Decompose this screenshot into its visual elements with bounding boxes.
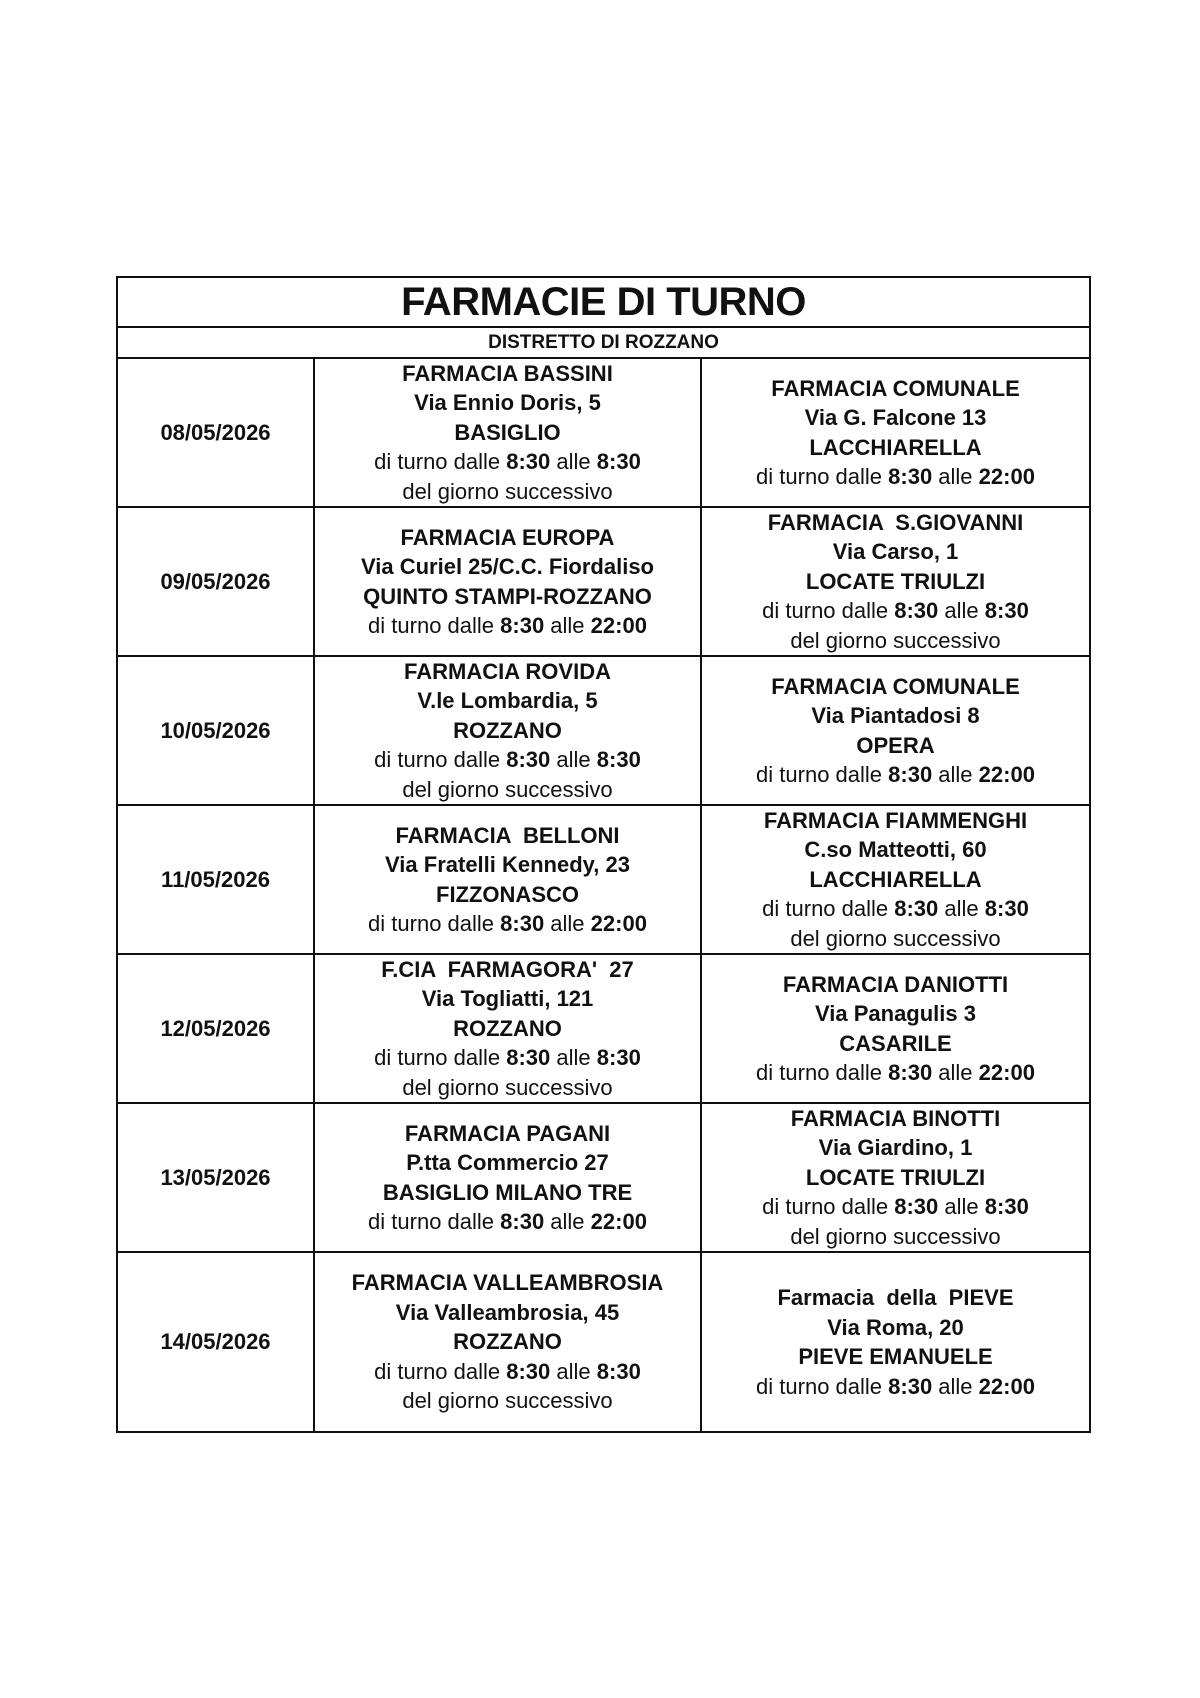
pharmacy-cell xyxy=(315,657,702,804)
shift-to: 22:00 xyxy=(978,464,1035,489)
pharmacy-name: FARMACIA DANIOTTI xyxy=(782,971,1009,997)
pharmacy-cell xyxy=(315,508,702,655)
pharmacy-city: BASIGLIO MILANO TRE xyxy=(382,1179,633,1205)
pharmacy-address: Via Carso, 1 xyxy=(832,539,959,565)
pharmacy-name: FARMACIA PAGANI xyxy=(404,1120,611,1146)
pharmacy-cell xyxy=(315,806,702,953)
table-row xyxy=(118,359,1089,508)
shift-from: 8:30 xyxy=(506,1045,551,1071)
shift-to: 8:30 xyxy=(596,1358,641,1384)
shift-prefix: di turno dalle xyxy=(374,1045,507,1071)
pharmacy-address: Via Togliatti, 121 xyxy=(421,986,594,1012)
district-heading: DISTRETTO DI ROZZANO xyxy=(118,328,1089,359)
shift-hours xyxy=(368,611,647,641)
table-row xyxy=(118,508,1089,657)
pharmacy-city: QUINTO STAMPI-ROZZANO xyxy=(363,583,652,609)
pharmacy-cell xyxy=(702,508,1089,655)
pharmacy-address: V.le Lombardia, 5 xyxy=(417,688,598,714)
shift-prefix: di turno dalle xyxy=(762,598,895,624)
shift-hours xyxy=(374,447,641,477)
pharmacy-name: FARMACIA COMUNALE xyxy=(771,673,1020,699)
shift-from: 8:30 xyxy=(888,1373,933,1399)
pharmacy-city: LACCHIARELLA xyxy=(809,866,982,892)
date-cell: 08/05/2026 xyxy=(118,359,315,506)
pharmacy-name: FARMACIA BELLONI xyxy=(395,822,620,848)
shift-to: 22:00 xyxy=(978,762,1035,787)
pharmacy-address: Via Fratelli Kennedy, 23 xyxy=(385,852,630,877)
shift-hours xyxy=(762,1192,1029,1222)
shift-to: 22:00 xyxy=(978,1373,1035,1399)
next-day-note: del giorno successivo xyxy=(402,478,613,504)
shift-until: alle xyxy=(550,747,597,773)
pharmacy-name: FARMACIA ROVIDA xyxy=(404,658,611,684)
date-cell: 12/05/2026 xyxy=(118,955,315,1102)
pharmacy-city: ROZZANO xyxy=(453,1329,562,1355)
pharmacy-name: FARMACIA COMUNALE xyxy=(771,375,1020,401)
pharmacy-name: FARMACIA BASSINI xyxy=(402,360,613,386)
next-day-note: del giorno successivo xyxy=(790,627,1001,653)
shift-to: 22:00 xyxy=(590,613,647,638)
shift-until: alle xyxy=(544,911,591,936)
pharmacy-cell xyxy=(702,806,1089,953)
pharmacy-cell xyxy=(315,359,702,506)
shift-prefix: di turno dalle xyxy=(368,613,501,638)
shift-to: 8:30 xyxy=(984,1194,1029,1220)
shift-hours xyxy=(756,760,1035,790)
shift-from: 8:30 xyxy=(500,613,545,638)
pharmacy-address: Via G. Falcone 13 xyxy=(804,405,987,430)
shift-until: alle xyxy=(932,464,979,489)
pharmacy-city: LACCHIARELLA xyxy=(809,434,982,460)
shift-prefix: di turno dalle xyxy=(374,1358,507,1384)
shift-hours xyxy=(762,596,1029,626)
shift-to: 8:30 xyxy=(984,598,1029,624)
shift-hours xyxy=(756,462,1035,492)
shift-from: 8:30 xyxy=(888,1060,933,1085)
pharmacy-address: Via Valleambrosia, 45 xyxy=(395,1299,620,1325)
date-cell: 11/05/2026 xyxy=(118,806,315,953)
shift-until: alle xyxy=(550,449,597,475)
pharmacy-name: FARMACIA S.GIOVANNI xyxy=(767,509,1024,535)
pharmacy-address: P.tta Commercio 27 xyxy=(406,1150,609,1175)
pharmacy-city: ROZZANO xyxy=(453,717,562,743)
pharmacy-city: FIZZONASCO xyxy=(436,881,579,907)
shift-prefix: di turno dalle xyxy=(762,1194,895,1220)
shift-until: alle xyxy=(550,1358,597,1384)
table-row xyxy=(118,806,1089,955)
date-cell: 09/05/2026 xyxy=(118,508,315,655)
pharmacy-city: CASARILE xyxy=(839,1030,952,1056)
date-cell: 13/05/2026 xyxy=(118,1104,315,1251)
pharmacy-cell xyxy=(702,1253,1089,1431)
pharmacy-address: Via Curiel 25/C.C. Fiordaliso xyxy=(360,554,654,579)
shift-to: 22:00 xyxy=(590,911,647,936)
next-day-note: del giorno successivo xyxy=(790,925,1001,951)
pharmacy-cell xyxy=(315,1104,702,1251)
pharmacy-address: Via Piantadosi 8 xyxy=(811,703,980,728)
shift-hours xyxy=(374,745,641,775)
shift-from: 8:30 xyxy=(888,464,933,489)
table-row xyxy=(118,955,1089,1104)
pharmacy-city: PIEVE EMANUELE xyxy=(798,1344,993,1369)
shift-prefix: di turno dalle xyxy=(368,911,501,936)
pharmacy-city: LOCATE TRIULZI xyxy=(805,568,986,594)
shift-prefix: di turno dalle xyxy=(374,449,507,475)
shift-hours xyxy=(374,1357,641,1387)
shift-to: 22:00 xyxy=(978,1060,1035,1085)
shift-prefix: di turno dalle xyxy=(756,1373,889,1399)
next-day-note: del giorno successivo xyxy=(402,1074,613,1100)
pharmacy-cell xyxy=(702,657,1089,804)
pharmacy-city: ROZZANO xyxy=(453,1015,562,1041)
shift-until: alle xyxy=(938,1194,985,1220)
shift-hours xyxy=(762,894,1029,924)
shift-from: 8:30 xyxy=(506,747,551,773)
duty-pharmacy-table xyxy=(116,276,1091,1433)
pharmacy-address: Via Giardino, 1 xyxy=(818,1135,973,1161)
pharmacy-name: FARMACIA EUROPA xyxy=(400,524,615,550)
date-cell: 10/05/2026 xyxy=(118,657,315,804)
shift-prefix: di turno dalle xyxy=(762,896,895,922)
date-cell: 14/05/2026 xyxy=(118,1253,315,1431)
pharmacy-name: FARMACIA FIAMMENGHI xyxy=(763,807,1028,833)
shift-hours xyxy=(756,1058,1035,1088)
shift-hours xyxy=(368,1207,647,1237)
shift-hours xyxy=(374,1043,641,1073)
shift-from: 8:30 xyxy=(888,762,933,787)
next-day-note: del giorno successivo xyxy=(402,776,613,802)
shift-to: 8:30 xyxy=(596,449,641,475)
pharmacy-cell xyxy=(702,1104,1089,1251)
shift-to: 8:30 xyxy=(984,896,1029,922)
pharmacy-cell xyxy=(702,359,1089,506)
shift-from: 8:30 xyxy=(894,598,939,624)
shift-from: 8:30 xyxy=(500,1209,545,1234)
shift-until: alle xyxy=(932,762,979,787)
shift-from: 8:30 xyxy=(894,896,939,922)
shift-from: 8:30 xyxy=(506,449,551,475)
shift-until: alle xyxy=(544,613,591,638)
shift-from: 8:30 xyxy=(506,1358,551,1384)
shift-hours xyxy=(756,1372,1035,1402)
pharmacy-name: FARMACIA BINOTTI xyxy=(790,1105,1001,1131)
shift-until: alle xyxy=(932,1060,979,1085)
pharmacy-name: Farmacia della PIEVE xyxy=(777,1285,1014,1310)
table-row xyxy=(118,1104,1089,1253)
shift-to: 22:00 xyxy=(590,1209,647,1234)
shift-hours xyxy=(368,909,647,939)
pharmacy-address: Via Ennio Doris, 5 xyxy=(414,390,601,416)
pharmacy-city: BASIGLIO xyxy=(454,419,561,445)
shift-prefix: di turno dalle xyxy=(368,1209,501,1234)
shift-until: alle xyxy=(938,896,985,922)
shift-prefix: di turno dalle xyxy=(756,762,889,787)
next-day-note: del giorno successivo xyxy=(790,1223,1001,1249)
shift-to: 8:30 xyxy=(596,747,641,773)
pharmacy-cell xyxy=(702,955,1089,1102)
pharmacy-name: F.CIA FARMAGORA' 27 xyxy=(381,956,634,982)
pharmacy-cell xyxy=(315,1253,702,1431)
pharmacy-name: FARMACIA VALLEAMBROSIA xyxy=(351,1270,664,1296)
shift-prefix: di turno dalle xyxy=(756,1060,889,1085)
shift-to: 8:30 xyxy=(596,1045,641,1071)
pharmacy-city: LOCATE TRIULZI xyxy=(805,1164,986,1190)
shift-until: alle xyxy=(938,598,985,624)
page-title: FARMACIE DI TURNO xyxy=(118,278,1089,328)
table-row xyxy=(118,1253,1089,1431)
shift-from: 8:30 xyxy=(500,911,545,936)
shift-from: 8:30 xyxy=(894,1194,939,1220)
pharmacy-cell xyxy=(315,955,702,1102)
pharmacy-city: OPERA xyxy=(856,732,935,758)
pharmacy-address: Via Panagulis 3 xyxy=(814,1001,976,1026)
next-day-note: del giorno successivo xyxy=(402,1388,613,1414)
shift-prefix: di turno dalle xyxy=(374,747,507,773)
pharmacy-address: Via Roma, 20 xyxy=(827,1314,964,1340)
shift-until: alle xyxy=(932,1373,979,1399)
shift-prefix: di turno dalle xyxy=(756,464,889,489)
shift-until: alle xyxy=(550,1045,597,1071)
table-row xyxy=(118,657,1089,806)
shift-until: alle xyxy=(544,1209,591,1234)
pharmacy-address: C.so Matteotti, 60 xyxy=(804,837,987,863)
